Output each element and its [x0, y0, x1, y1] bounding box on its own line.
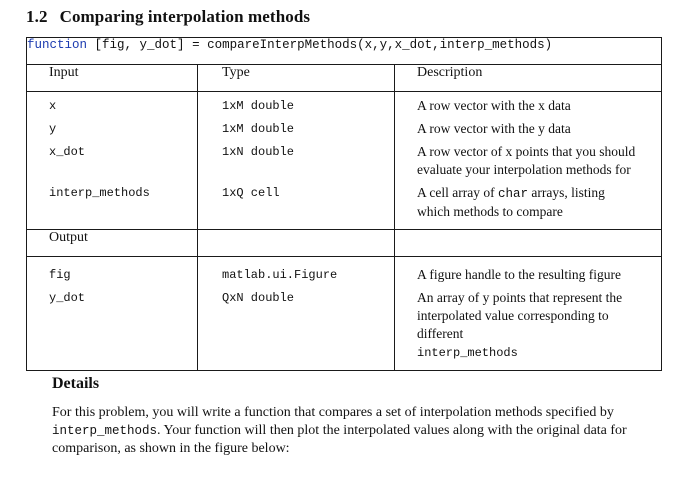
param-description: A row vector with the y data — [417, 121, 571, 136]
details-heading: Details — [52, 375, 100, 392]
param-name: y_dot — [27, 284, 198, 371]
input-header-row — [27, 65, 662, 92]
function-spec-table — [26, 37, 662, 371]
details-paragraph — [52, 404, 652, 458]
param-description: A figure handle to the resulting figure — [417, 267, 621, 282]
table-row — [27, 92, 662, 116]
param-description — [395, 179, 662, 230]
param-type: QxN double — [198, 284, 395, 371]
desc-text: An array of y points that represent the interpolated value corresponding to different — [417, 290, 623, 341]
param-name: fig — [27, 261, 198, 284]
param-type: 1xN double — [198, 138, 395, 179]
description-column-header: Description — [395, 65, 662, 92]
signature-keyword: function — [27, 38, 88, 52]
table-row — [27, 138, 662, 179]
signature-equals: = — [192, 38, 200, 52]
desc-text: A cell array of — [417, 185, 498, 200]
param-name: y — [27, 115, 198, 138]
desc-text: arrays, listing which methods to compare — [417, 185, 605, 219]
param-name: x_dot — [27, 138, 198, 179]
param-description — [395, 284, 662, 371]
desc-code: interp_methods — [417, 346, 518, 360]
section-title: Comparing interpolation methods — [59, 7, 311, 26]
param-type: 1xM double — [198, 92, 395, 116]
details-text: For this problem, you will write a function that compares a set of interpolation methods specified by — [52, 405, 614, 420]
output-column-header: Output — [27, 230, 198, 257]
signature-call: compareInterpMethods(x,y,x_dot,interp_methods) — [207, 38, 553, 52]
param-name: x — [27, 92, 198, 116]
param-type: matlab.ui.Figure — [198, 261, 395, 284]
param-name: interp_methods — [27, 179, 198, 230]
desc-code: char — [497, 187, 528, 201]
signature-row — [27, 38, 662, 65]
table-row — [27, 115, 662, 138]
details-code: interp_methods — [52, 424, 158, 438]
output-header-row — [27, 230, 662, 257]
function-signature — [27, 38, 662, 65]
section-heading — [26, 7, 310, 27]
section-number: 1.2 — [26, 7, 48, 26]
input-column-header: Input — [27, 65, 198, 92]
param-description: A row vector with the x data — [417, 98, 571, 113]
type-column-header: Type — [198, 65, 395, 92]
table-row — [27, 261, 662, 284]
signature-outputs: [fig, y_dot] — [94, 38, 185, 52]
details-text: . Your function will then plot the interpolated values along with the original data for comparison, as shown in the figure below: — [52, 423, 627, 456]
param-description: A row vector of x points that you should evaluate your interpolation methods for — [417, 144, 636, 177]
param-type: 1xM double — [198, 115, 395, 138]
table-row — [27, 179, 662, 230]
table-row — [27, 284, 662, 371]
param-type: 1xQ cell — [198, 179, 395, 230]
